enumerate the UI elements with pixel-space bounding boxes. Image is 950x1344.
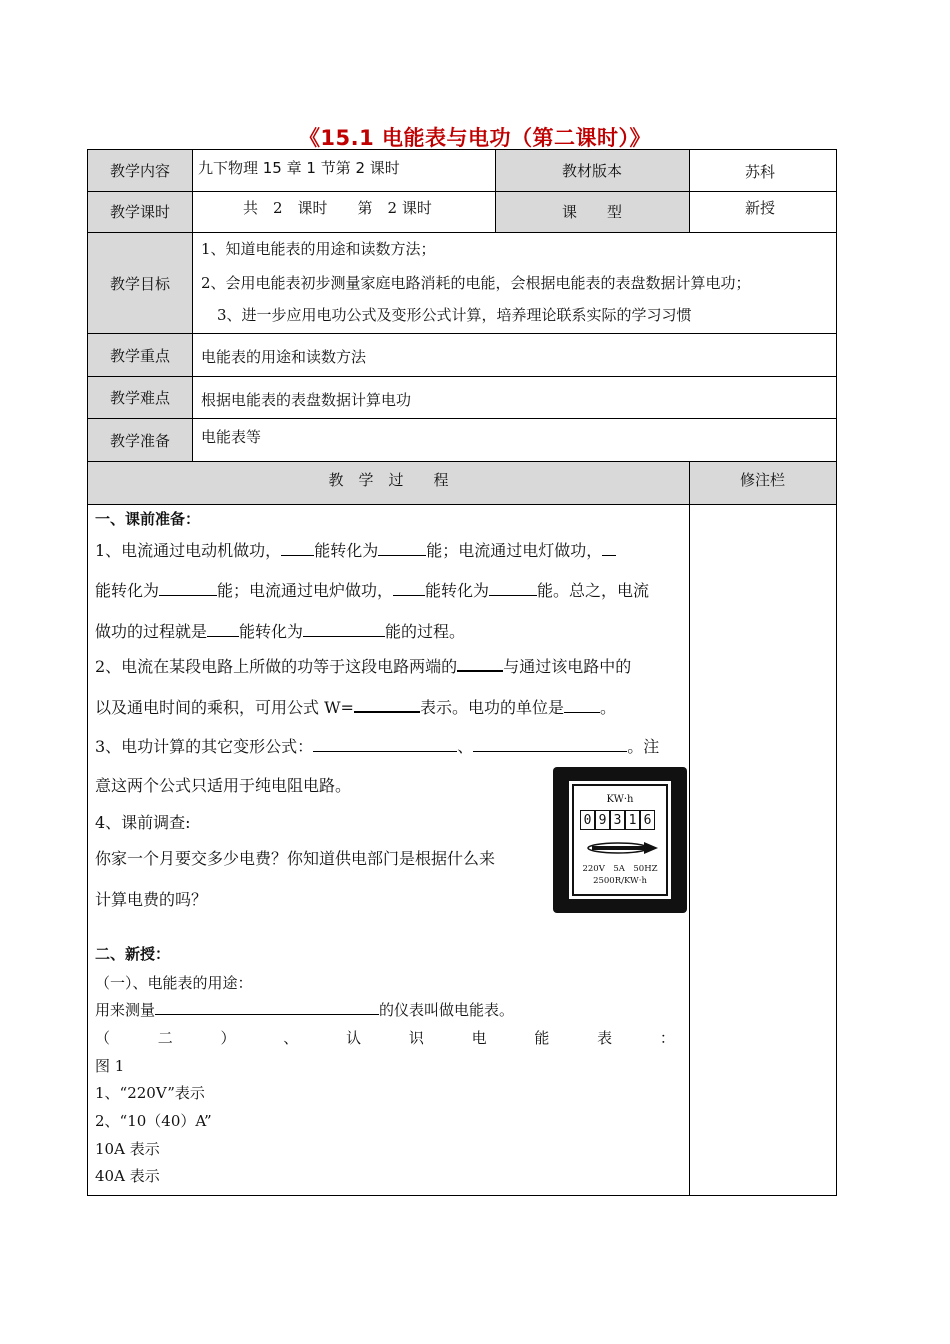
hours-value: 共 2 课时 第 2 课时 — [243, 199, 432, 217]
edition-value: 苏科 — [745, 163, 776, 181]
q4-line2: 计算电费的吗？ — [95, 890, 208, 909]
sub2-char: （ — [95, 1029, 111, 1047]
table-rule — [87, 149, 837, 150]
q2-line2 — [95, 695, 616, 718]
q4-line1: 你家一个月要交多少电费？你知道供电部门是根据什么来 — [95, 849, 496, 868]
process-header-text: 教 学 过 程 — [328, 471, 449, 489]
item-220v: 1、“220V”表示 — [95, 1084, 205, 1102]
meter-digit: 1 — [625, 810, 640, 830]
meter-use-line — [95, 999, 514, 1020]
type-label-text: 课 型 — [561, 203, 622, 221]
meter-digit: 3 — [610, 810, 625, 830]
q1-line1 — [95, 538, 616, 561]
electric-meter-image — [553, 767, 687, 913]
difficulty-label — [88, 376, 192, 419]
content-label — [88, 150, 192, 191]
sub2-char: 、 — [283, 1029, 299, 1047]
focus-value: 电能表的用途和读数方法 — [201, 348, 367, 366]
meter-digit: 9 — [595, 810, 610, 830]
edition-label — [495, 150, 689, 191]
q1-text-e: 能；电流通过电炉做功， — [217, 581, 394, 600]
answer-blank[interactable] — [303, 622, 385, 637]
meter-spec-2: 2500R/KW·h — [593, 876, 647, 886]
q1-line3 — [95, 619, 465, 642]
goals-label — [88, 233, 192, 334]
meter-face — [569, 781, 671, 899]
section2-heading: 二、新授： — [95, 945, 171, 963]
meter-use-text-a: 用来测量 — [95, 1001, 156, 1019]
table-rule — [87, 461, 837, 462]
answer-blank[interactable] — [378, 541, 426, 556]
answer-blank[interactable] — [207, 622, 239, 637]
item-40a: 40A 表示 — [95, 1167, 160, 1185]
answer-blank[interactable] — [457, 656, 503, 672]
q1-text-j: 能的过程。 — [385, 622, 466, 641]
focus-label-text: 教学重点 — [109, 346, 170, 365]
hours-label — [88, 191, 192, 232]
sub2-char: ： — [659, 1029, 675, 1047]
sub2-char: ） — [220, 1029, 236, 1047]
answer-blank[interactable] — [354, 697, 420, 713]
table-rule — [87, 1195, 837, 1196]
table-rule — [689, 149, 690, 233]
table-rule — [87, 149, 88, 1196]
meter-disc-arrow-icon — [582, 840, 660, 856]
answer-blank[interactable] — [602, 541, 616, 556]
document-title: 《15.1 电能表与电功（第二课时）》 — [298, 126, 652, 150]
q1-text-i: 能转化为 — [239, 622, 304, 641]
q2-text-a: 2、电流在某段电路上所做的功等于这段电路两端的 — [95, 657, 458, 676]
q2-text-c: 以及通电时间的乘积，可用公式 W= — [95, 698, 354, 717]
q3-text-a: 3、电功计算的其它变形公式： — [95, 737, 314, 756]
sub2-char: 二 — [157, 1029, 173, 1047]
answer-blank[interactable] — [473, 737, 627, 752]
notes-header — [689, 462, 836, 505]
q3-text-b: 、 — [457, 737, 474, 756]
answer-blank[interactable] — [281, 541, 314, 556]
edition-label-text: 教材版本 — [561, 162, 622, 180]
q2-text-d: 表示。电功的单位是 — [419, 698, 564, 717]
q1-line2 — [95, 578, 649, 601]
answer-blank[interactable] — [313, 737, 457, 752]
difficulty-value: 根据电能表的表盘数据计算电功 — [201, 391, 412, 409]
sub2-char: 电 — [471, 1029, 487, 1047]
answer-blank[interactable] — [489, 581, 537, 596]
table-rule — [87, 333, 837, 334]
q3-line1 — [95, 734, 659, 757]
q1-text-d: 能转化为 — [95, 581, 160, 600]
figure-label: 图 1 — [95, 1057, 125, 1075]
meter-use-text-b: 的仪表叫做电能表。 — [379, 1001, 515, 1019]
q1-text-c: 能；电流通过电灯做功， — [426, 541, 603, 560]
meter-digit: 6 — [640, 810, 655, 830]
q2-text-b: 与通过该电路中的 — [503, 657, 632, 676]
meter-digit: 0 — [580, 810, 595, 830]
q1-text-g: 能。总之，电流 — [537, 581, 650, 600]
goal-item-2: 2、会用电能表初步测量家庭电路消耗的电能，会根据电能表的表盘数据计算电功； — [201, 274, 751, 292]
item-10a: 10A 表示 — [95, 1140, 160, 1158]
goals-label-text: 教学目标 — [109, 275, 170, 293]
q1-text-h: 做功的过程就是 — [95, 622, 208, 641]
process-header — [88, 462, 689, 505]
section2-sub2 — [95, 1027, 675, 1048]
item-10-40a: 2、“10（40）A” — [95, 1112, 212, 1130]
q1-text-f: 能转化为 — [425, 581, 490, 600]
sub2-char: 认 — [346, 1029, 362, 1047]
meter-unit: KW·h — [606, 794, 634, 805]
content-label-text: 教学内容 — [109, 162, 170, 180]
table-rule — [87, 191, 837, 192]
prep-label — [88, 419, 192, 462]
section2-sub1: （一）、电能表的用途： — [95, 974, 253, 992]
q1-text-b: 能转化为 — [314, 541, 379, 560]
sub2-char: 识 — [408, 1029, 424, 1047]
table-rule — [87, 376, 837, 377]
table-rule — [495, 149, 496, 233]
q1-text-a: 1、电流通过电动机做功， — [95, 541, 282, 560]
table-rule — [87, 418, 837, 419]
table-rule — [689, 461, 690, 1196]
content-value: 九下物理 15 章 1 节第 2 课时 — [198, 159, 400, 177]
q2-text-e: 。 — [599, 698, 616, 717]
q3-text-c: 。注 — [627, 737, 660, 756]
difficulty-label-text: 教学难点 — [109, 389, 170, 407]
prep-value: 电能表等 — [201, 428, 262, 446]
table-rule — [87, 232, 837, 233]
hours-label-text: 教学课时 — [109, 203, 170, 221]
section1-heading: 一、课前准备： — [95, 510, 201, 528]
answer-blank[interactable] — [155, 1000, 379, 1015]
meter-digits — [580, 810, 655, 830]
table-rule — [87, 504, 837, 505]
goal-item-3: 3、进一步应用电功公式及变形公式计算，培养理论联系实际的学习习惯 — [217, 306, 692, 324]
type-label — [495, 191, 689, 232]
q3-line2: 意这两个公式只适用于纯电阻电路。 — [95, 776, 352, 795]
prep-label-text: 教学准备 — [109, 432, 170, 450]
goal-item-1: 1、知道电能表的用途和读数方法； — [201, 240, 436, 258]
notes-header-text: 修注栏 — [739, 471, 785, 489]
table-rule — [836, 149, 837, 1196]
answer-blank[interactable] — [159, 581, 217, 596]
sub2-char: 能 — [534, 1029, 550, 1047]
q2-line1 — [95, 654, 631, 677]
meter-spec-1: 220V 5A 50HZ — [582, 864, 658, 874]
table-rule — [192, 149, 193, 462]
sub2-char: 表 — [597, 1029, 613, 1047]
answer-blank[interactable] — [564, 698, 600, 713]
type-value: 新授 — [745, 199, 776, 217]
q4-heading: 4、课前调查: — [95, 813, 191, 832]
meter-frame — [572, 784, 668, 896]
focus-label — [88, 334, 192, 376]
answer-blank[interactable] — [393, 581, 425, 596]
